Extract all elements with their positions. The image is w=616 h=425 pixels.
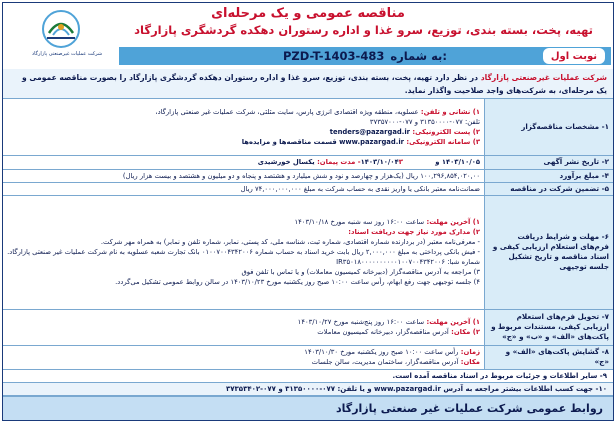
pazargad-emblem-icon xyxy=(9,7,113,51)
intro-org: شرکت عملیات غیرصنعتی پازارگاد xyxy=(480,73,607,82)
row-label: ۱- مشخصات مناقصه‌گزار xyxy=(485,99,614,155)
contact-info: ۱۰- جهت کسب اطلاعات بیشتر مراجعه به آدرس www.pazargad.ir و یا تلفن: ۰۷۷-۳۱۳۵۰۰۰۰ و ۰۷۷-۳۷۳۵۳۴۰۲ xyxy=(3,382,613,395)
tender-number-bar xyxy=(119,47,611,65)
row-value: ۱۴۰۳/۱۰/۰۵ و ۱۴۰۳/۱۰/۰۴۳- مدت پیمان: یکسال خورشیدی xyxy=(3,155,485,169)
tender-notice xyxy=(2,2,614,421)
table-row xyxy=(3,99,613,155)
row-value: ۱۰۰,۲۹۶,۸۵۴,۰۲۰,۰۰ ریال (یک‌هزار و چهارصد و نود و شش میلیارد و هشتصد و پنجاه و دو میلیون و هشتصد و بیست هزار ریال) xyxy=(3,169,485,182)
table-row xyxy=(3,169,613,182)
row-label: ۷- تحویل فرم‌های استعلام ارزیابی کیفی، مستندات مربوط و پاکت‌های «الف» و «ب» و «ج» xyxy=(485,309,614,345)
notice-title: مناقصه عمومی و یک مرحله‌ای xyxy=(211,6,405,21)
row-label: ۸- گشایش پاکت‌های «الف» و «ج» xyxy=(485,345,614,369)
tender-details-table xyxy=(3,99,613,396)
table-row xyxy=(3,309,613,345)
table-row xyxy=(3,182,613,195)
contact-website-link[interactable]: www.pazargad.ir xyxy=(374,384,441,393)
notice-body xyxy=(3,69,613,396)
company-logo xyxy=(9,7,113,63)
row-label: ۵- تضمین شرکت در مناقصه xyxy=(485,182,614,195)
round-badge: نوبت اول xyxy=(543,48,605,64)
website-link[interactable]: www.pazargad.ir قسمت مناقصه‌ها و مزایده‌ها xyxy=(241,137,405,146)
intro-text: در نظر دارد تهیه، پخت، بسته بندی، توزیع، سرو غذا و اداره رستوران دهکده گردشگری پازارگاد را بصورت مناقصه عمومی و یک مرحله‌ای، به شرکت‌های واجد صلاحیت واگذار نماید. xyxy=(22,73,607,95)
other-info: ۹- سایر اطلاعات و جزئیات مربوط در اسناد مناقصه آمده است. xyxy=(3,369,613,382)
table-row xyxy=(3,155,613,169)
row-label: ۴- مبلغ برآورد xyxy=(485,169,614,182)
table-row xyxy=(3,369,613,382)
footer-publisher: روابط عمومی شرکت عملیات غیر صنعتی پازارگاد xyxy=(3,396,613,420)
table-row xyxy=(3,382,613,395)
row-value: زمان: رأس ساعت ۱۰:۰۰ صبح روز یکشنبه مورخ ۱۴۰۳/۱۰/۳۰ مکان: آدرس مناقصه‌گزار، ساختمان مدیریت، سالن جلسات xyxy=(3,345,485,369)
table-row xyxy=(3,195,613,309)
logo-caption: شرکت عملیات غیرصنعتی پازارگاد xyxy=(31,51,103,57)
email-link[interactable]: tenders@pazargad.ir xyxy=(329,127,411,136)
row-value: ۱) نشانی و تلفن: عسلویه، منطقه ویژه اقتصادی انرژی پارس، سایت مثلثی، شرکت عملیات غیر صنعتی پازارگاد، تلفن: ۰۷۷-۳۱۳۵۰۰۰۰ و ۰۷۷-۳۷۳۵۷۰۰۰ ۲) پست الکترونیکی: tenders@pazargad.ir ۳) سامانه الکترونیکی: www.pazargad.ir قسمت مناقصه‌ها و مزایده‌ها xyxy=(3,99,485,155)
row-label: ۲- تاریخ نشر آگهی xyxy=(485,155,614,169)
table-row xyxy=(3,345,613,369)
row-value: ضمانت‌نامه معتبر بانکی یا واریز نقدی به حساب شرکت به مبلغ ۷۴,۰۰۰,۰۰۰,۰۰۰ ریال xyxy=(3,182,485,195)
row-value: ۱) آخرین مهلت: ساعت ۱۶:۰۰ روز پنج‌شنبه مورخ ۱۴۰۳/۱۰/۲۷ ۲) مکان: آدرس مناقصه‌گزار، دبیرخانه کمیسیون معاملات xyxy=(3,309,485,345)
tender-number: PZD-T-1403-483 xyxy=(283,49,385,63)
intro-paragraph xyxy=(3,69,613,99)
notice-subtitle: تهیه، پخت، بسته بندی، توزیع، سرو غذا و اداره رستوران دهکده گردشگری پازارگاد xyxy=(134,23,593,37)
row-label: ۶- مهلت و شرایط دریافت فرم‌های استعلام ارزیابی کیفی و اسناد مناقصه و تاریخ تشکیل جلسه توجیهی xyxy=(485,195,614,309)
row-value: ۱) آخرین مهلت: ساعت ۱۶:۰۰ روز سه شنبه مورخ ۱۴۰۳/۱۰/۱۸ ۲) مدارک مورد نیاز جهت دریافت اسناد: - معرفی‌نامه معتبر (در بردارنده شماره اقتصادی، شماره ثبت، شناسه ملی، کد پستی، نمابر، شماره تلفن و نمابر) به همراه مهر شرکت. - فیش بانکی پرداختی به مبلغ ۲,۰۰۰,۰۰۰ ریال بابت خرید اسناد به حساب شماره ۰۱۰۰۷۰۰۴۳۴۲۰۰۶ بانک تجارت شعبه عسلویه به نام شرکت عملیات غیر صنعتی پازارگاد. شماره شبا: IR۳۵۰۱۸۰۰۰۰۰۰۰۰۰۰۱۰۰۷۰۰۴۳۴۲۰۰۶ ۳) مراجعه به آدرس مناقصه‌گزار (دبیرخانه کمیسیون معاملات) و یا تماس با تلفن فوق ۴) جلسه توجیهی جهت رفع ابهام، رأس ساعت ۱۰:۰۰ صبح روز یکشنبه مورخ ۱۴۰۳/۱۰/۲۳ در سالن روابط عمومی تشکیل می‌گردد. xyxy=(3,195,485,309)
tender-number-label: به شماره: xyxy=(390,49,447,63)
notice-header xyxy=(3,3,613,69)
